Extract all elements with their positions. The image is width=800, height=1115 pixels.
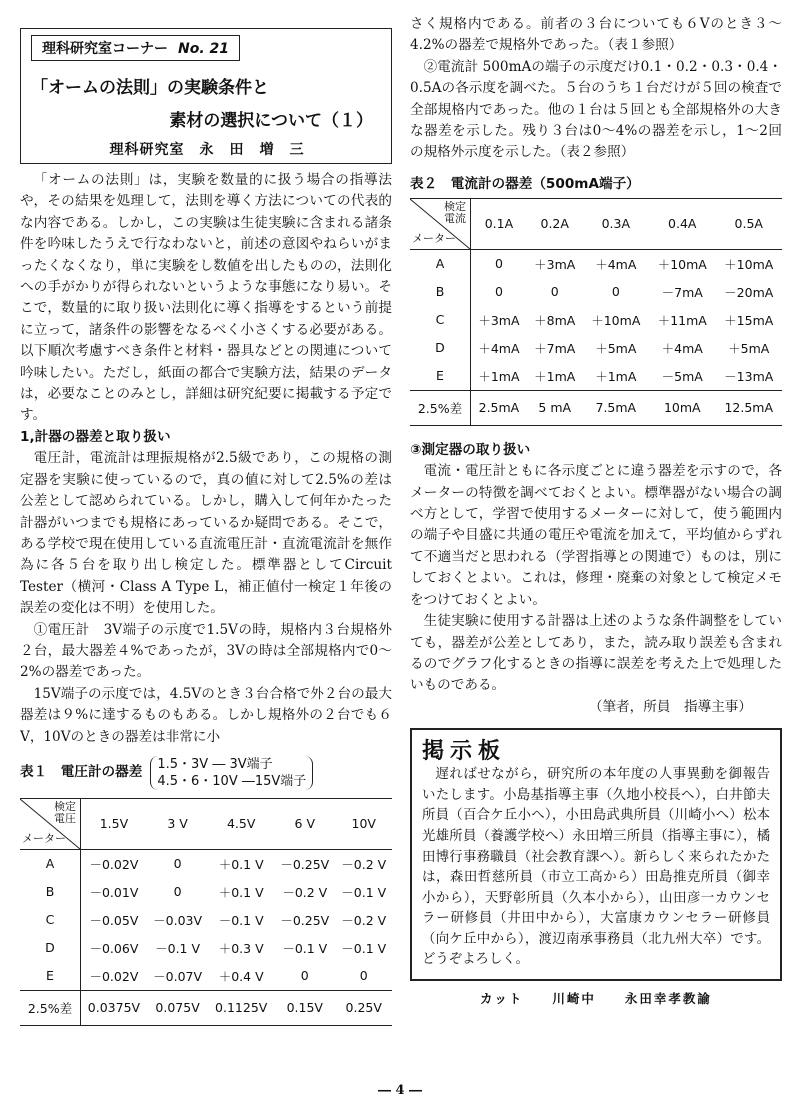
table-cell: 0 (611, 284, 620, 300)
table1-col-header: 10V (336, 798, 393, 849)
row-label: E (20, 962, 81, 991)
table1-col-header: 3 V (147, 798, 208, 849)
table-row (410, 249, 782, 278)
row-label: C (20, 906, 81, 934)
table-cell: ＋10mA (657, 256, 707, 272)
table1-col-header: 4.5V (208, 798, 274, 849)
table1-col-header: 6 V (274, 798, 335, 849)
table-row (20, 878, 392, 906)
table-cell: ＋11mA (657, 312, 707, 328)
table-row (410, 362, 782, 391)
table-cell: －0.25V (280, 856, 330, 872)
table-cell: 0 (173, 884, 182, 900)
table-cell: ＋0.4 V (218, 968, 264, 984)
corner-label-top2: 電圧 (54, 811, 76, 825)
intro-paragraph: 「オームの法則」は，実験を数量的に扱う場合の指導法や，その結果を処理して，法則を導く方法についての代表的な内容である。しかし，この実験は生徒実験に含まれる諸条件を吟味したうえで行なわないと，前述の意図やねらいがまったくなくなり，単に実験をし数値を出したものの，法則化への手がかりが得られないというような事態になり易い。そこで，数量的に取り扱い法則化に導く指導をするという前提に立って，諸条件の影響をなるべく小さくする必要がある。以下順次考慮すべき条件と材料・器具などとの関連について吟味したい。ただし，紙面の都合で実験方法，結果のデータは，必要なことのみとし，詳細は研究紀要に掲載する予定です。 (20, 172, 392, 424)
section1-paragraph3: 15V端子の示度では，4.5Vのとき３台合格で外２台の最大器差は９%に達するものもある。しかし規格外の２台でも６V，10Vのときの器差は非常に小 (20, 685, 392, 745)
table2-caption: 表２ 電流計の器差（500mA端子） (410, 175, 640, 192)
table-cell: 0 (550, 284, 559, 300)
corner-label-bottom: メーター (412, 231, 456, 245)
table-cell: ＋4mA (595, 256, 637, 272)
right-paragraph2: ②電流計 500mAの端子の示度だけ0.1・0.2・0.3・0.4・0.5Aの各示度を調べた。５台のうち１台だけが５回の検査で全部規格内であった。他の１台は５回とも全部規格外の大きな器差を示した。残り３台は0～4%の器差を示し，1～2回の規格外示度を示した。（表２参照） (410, 58, 782, 161)
cut-credit: カット 川崎中 永田幸孝教諭 (480, 991, 712, 1007)
section1-heading: 1,計器の器差と取り扱い (20, 428, 171, 445)
table2-col-header: 0.2A (527, 198, 583, 249)
section3-paragraph1: 電流・電圧計ともに各示度ごとに違う器差を示すので，各メーターの特徴を調べておくとよい。標準器がない場合の調べ方として，学習で使用するメーターに対して，使う範囲内の端子や目盛に共通の電圧や電流を加えて，平均値からずれて不適当だと思われる（学習指導との関連で）ものは，別にしておくとよい。これは，修理・廃棄の対象として検定メモをつけておくとよい。 (410, 463, 782, 608)
table-cell: －0.2 V (282, 884, 328, 900)
row-label: E (410, 362, 471, 391)
table-cell: ＋10mA (724, 256, 774, 272)
table-cell: ＋1mA (478, 368, 520, 384)
table1-caption-row (20, 756, 392, 790)
section1-paragraph1: 電圧計，電流計は理振規格が2.5級であり，この規格の測定器を実験に使っているので，真の値に対して2.5%の差は公差として認められている。しかし，購入して何年かたった計器がいつまでも規格にあっているか疑問である。そこで，ある学校で現在使用している直流電圧計・直流電流計を無作為に各５台を取り出し検定した。標準器としてCircuit Tester（横河・Class A Type L，補正値付一検定１年後の誤差の変化は不明）を使用した。 (20, 450, 392, 617)
voltmeter-error-table (20, 798, 392, 1026)
total-cell: 0.15V (274, 990, 335, 1025)
table1-corner-cell (20, 798, 81, 849)
table-cell: ＋0.3 V (218, 940, 264, 956)
total-cell: 0.1125V (208, 990, 274, 1025)
table-cell: －0.2 V (341, 856, 387, 872)
table-row (410, 278, 782, 306)
table-cell: ＋15mA (724, 312, 774, 328)
table1-range2: 4.5・6・10V ―15V端子 (157, 773, 307, 789)
table-cell: ＋1mA (595, 368, 637, 384)
ammeter-error-table (410, 198, 782, 426)
signature: （筆者，所員 指導主事） (588, 698, 752, 715)
table-row (20, 934, 392, 962)
total-cell: 12.5mA (715, 390, 782, 425)
bulletin-board-title: 掲示板 (422, 739, 507, 765)
corner-label-box (31, 35, 240, 61)
total-label: 2.5%差 (20, 990, 81, 1025)
right-column (410, 14, 782, 1007)
article-author: 理科研究室 永 田 増 三 (109, 142, 305, 158)
table2-col-header: 0.5A (715, 198, 782, 249)
section3-heading: ③測定器の取り扱い (410, 441, 531, 458)
table-cell: －13mA (724, 368, 774, 384)
left-column (20, 28, 392, 1026)
total-cell: 0.25V (336, 990, 393, 1025)
table-cell: －7mA (661, 284, 703, 300)
table-row (20, 962, 392, 991)
table-cell: ＋3mA (478, 312, 520, 328)
table-cell: ＋4mA (661, 340, 703, 356)
table-cell: ＋10mA (591, 312, 641, 328)
table1-col-header: 1.5V (81, 798, 147, 849)
table-cell: －0.02V (89, 856, 139, 872)
table-cell: ＋8mA (534, 312, 576, 328)
table1-caption: 表１ 電圧計の器差 (20, 763, 143, 780)
table-cell: －0.1 V (218, 912, 264, 928)
table-cell: ＋5mA (595, 340, 637, 356)
table-cell: ＋0.1 V (218, 884, 264, 900)
table-cell: －0.1 V (282, 940, 328, 956)
corner-label-bottom: メーター (22, 831, 66, 845)
right-paragraph1: さく規格内である。前者の３台についても６Vのとき３～4.2%の器差で規格外であった。（表１参照） (410, 16, 782, 54)
total-cell: 5 mA (527, 390, 583, 425)
row-label: D (20, 934, 81, 962)
section3-paragraph2: 生徒実験に使用する計器は上述のような条件調整をしていても，器差が公差としてあり，また，読み取り誤差も含まれるのでグラフ化するときの指導に誤差を考えた上で処理したいものである。 (410, 613, 782, 694)
table1-range-note (150, 756, 313, 790)
table-cell: －0.05V (89, 912, 139, 928)
bulletin-board (410, 728, 782, 981)
table-cell: ＋3mA (534, 256, 576, 272)
article-header (20, 28, 392, 164)
corner-label: 理科研究室コーナー (42, 41, 168, 57)
corner-label-top1: 検定 (444, 199, 466, 213)
table-cell: －0.03V (153, 912, 203, 928)
table-row (410, 334, 782, 362)
table-cell: ＋4mA (478, 340, 520, 356)
section1-paragraph2: ①電圧計 3V端子の示度で1.5Vの時，規格内３台規格外２台，最大器差４%であったが，3Vの時は全部規格内で0～2%の器差であった。 (20, 621, 392, 681)
table-row (410, 306, 782, 334)
total-cell: 0.0375V (81, 990, 147, 1025)
table1-total-row (20, 990, 392, 1025)
table1-header-row (20, 798, 392, 849)
table-cell: －0.06V (89, 940, 139, 956)
table-cell: －0.2 V (341, 912, 387, 928)
table-cell: －0.1 V (155, 940, 201, 956)
total-cell: 2.5mA (471, 390, 527, 425)
row-label: B (410, 278, 471, 306)
row-label: C (410, 306, 471, 334)
table2-col-header: 0.3A (583, 198, 649, 249)
row-label: D (410, 334, 471, 362)
table1-range1: 1.5・3V ― 3V端子 (157, 756, 273, 772)
table-cell: 0 (359, 968, 368, 984)
table-cell: ＋5mA (728, 340, 770, 356)
table-cell: －5mA (661, 368, 703, 384)
table2-corner-cell (410, 198, 471, 249)
table-row (20, 906, 392, 934)
total-cell: 0.075V (147, 990, 208, 1025)
table-cell: －0.1 V (341, 940, 387, 956)
table-row (20, 849, 392, 878)
table-cell: 0 (494, 256, 503, 272)
total-cell: 7.5mA (583, 390, 649, 425)
table-cell: ＋1mA (534, 368, 576, 384)
row-label: B (20, 878, 81, 906)
article-title-line1: 「オームの法則」の実験条件と (31, 78, 269, 98)
table-cell: －0.02V (89, 968, 139, 984)
table2-header-row (410, 198, 782, 249)
table-cell: 0 (494, 284, 503, 300)
total-cell: 10mA (649, 390, 715, 425)
article-title-line2: 素材の選択について（１） (169, 111, 373, 131)
table-cell: －0.01V (89, 884, 139, 900)
table-cell: －0.1 V (341, 884, 387, 900)
bulletin-board-text: 遅ればせながら，研究所の本年度の人事異動を御報告いたします。小島基指導主事（久地小校長へ），白井節夫所員（百合ケ丘小へ），小田島武典所員（川崎小へ）松本光雄所員（養護学校へ）永田増三所員（指導主事に），橘田博行事務職員（社会教育課へ）。新らしく来られたかたは，森田哲慈所員（市立工高から）田島推克所員（御幸小から），天野彰所員（久本小から），山田彦一カウンセラー研修員（井田中から），大富康カウンセラー研修員（向ケ丘中から），渡辺南承事務員（北九州大卒）です。どうぞよろしく。 (422, 767, 770, 968)
row-label: A (20, 849, 81, 878)
table-cell: －20mA (724, 284, 774, 300)
table-cell: 0 (300, 968, 309, 984)
row-label: A (410, 249, 471, 278)
corner-label-top2: 電流 (444, 211, 466, 225)
table-cell: 0 (173, 856, 182, 872)
table-cell: ＋7mA (534, 340, 576, 356)
table2-col-header: 0.4A (649, 198, 715, 249)
table-cell: －0.07V (153, 968, 203, 984)
table2-col-header: 0.1A (471, 198, 527, 249)
total-label: 2.5%差 (410, 390, 471, 425)
page-number: ― 4 ― (377, 1083, 423, 1098)
table2-total-row (410, 390, 782, 425)
table-cell: ＋0.1 V (218, 856, 264, 872)
table-cell: －0.25V (280, 912, 330, 928)
corner-number: No. 21 (178, 41, 230, 57)
corner-label-top1: 検定 (54, 799, 76, 813)
